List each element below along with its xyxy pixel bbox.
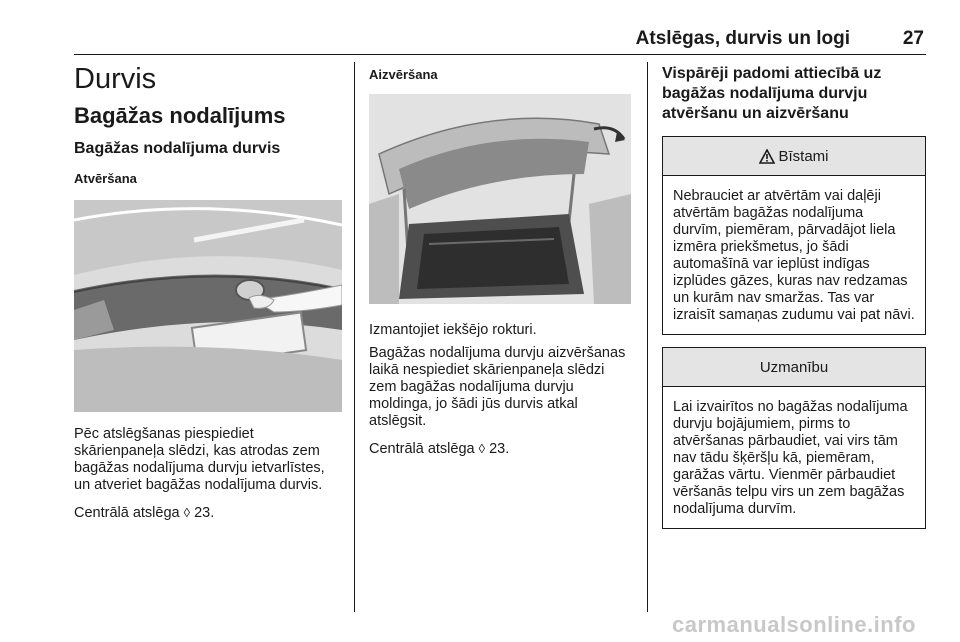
- caution-box-header: [663, 348, 925, 387]
- danger-box: [662, 136, 926, 335]
- caution-box: [662, 347, 926, 529]
- column-1: [74, 62, 342, 522]
- cross-reference-page: 23.: [194, 505, 215, 521]
- general-tips-heading: Vispārēji padomi attiecībā uz bagāžas nodalījuma durvju atvēršanu un aizvēršanu: [662, 65, 882, 122]
- cross-reference-text: Centrālā atslēga: [74, 505, 180, 521]
- section-title: Durvis: [74, 63, 157, 95]
- closing-instruction-warning: Bagāžas nodalījuma durvju aizvēršanas laikā nespiediet skārienpaneļa slēdzi zem bagāžas nodalījuma durvju moldinga, jo šādi jūs durvis atkal atslēgsit.: [369, 345, 626, 429]
- topic-title: Bagāžas nodalījuma durvis: [74, 140, 281, 157]
- cross-reference[interactable]: [369, 440, 631, 458]
- subsection-title: Bagāžas nodalījums: [74, 103, 286, 128]
- caution-text: Lai izvairītos no bagāžas nodalījuma durvju bojājumiem, pirms to atvēršanas pārbaudiet, vai virs tām nav tādu šķēršļu kā, piemēram, garāžas vārtu. Vienmēr pārbaudiet vēršanās telpu virs un zem bagāžas nodalījuma durvīm.: [673, 399, 908, 517]
- column-2: [369, 62, 631, 458]
- closing-instruction-handle: Izmantojiet iekšējo rokturi.: [369, 322, 537, 338]
- closing-illustration: [369, 94, 631, 304]
- opening-illustration: [74, 200, 342, 412]
- page-header: [74, 26, 926, 55]
- danger-title: Bīstami: [778, 147, 829, 165]
- opening-heading: Atvēršana: [74, 171, 137, 186]
- reference-arrow-icon: ◊: [183, 505, 191, 520]
- reference-arrow-icon: ◊: [478, 441, 486, 456]
- danger-box-header: [663, 137, 925, 176]
- open-tailgate-image: [369, 94, 631, 304]
- cross-reference-text: Centrālā atslēga: [369, 441, 475, 457]
- cross-reference[interactable]: [74, 504, 342, 522]
- header-title: Atslēgas, durvis un logi: [635, 28, 850, 49]
- column-divider-2: [647, 62, 648, 612]
- opening-instructions: Pēc atslēgšanas piespiediet skārienpaneļa slēdzi, kas atrodas zem bagāžas nodalījuma durvju ietvarlīstes, un atveriet bagāžas nodalījuma durvis.: [74, 426, 325, 493]
- closing-heading: Aizvēršana: [369, 67, 438, 82]
- danger-text: Nebrauciet ar atvērtām vai daļēji atvērtām bagāžas nodalījuma durvīm, piemēram, pārvadājot liela izmēra priekšmetus, jo šādi automašīnā var ieplūst indīgas izplūdes gāzes, kuras nav redzamas un kurām nav smaržas. Tas var izraisīt samaņas zudumu vai pat nāvi.: [673, 188, 915, 323]
- page-number: 27: [902, 28, 924, 49]
- caution-title: Uzmanību: [759, 358, 829, 376]
- watermark: carmanualsonline.info: [672, 612, 916, 637]
- column-divider-1: [354, 62, 355, 612]
- column-3: [662, 62, 926, 529]
- cross-reference-page: 23.: [489, 441, 510, 457]
- warning-triangle-icon: [759, 149, 775, 164]
- tailgate-handle-image: [74, 200, 342, 412]
